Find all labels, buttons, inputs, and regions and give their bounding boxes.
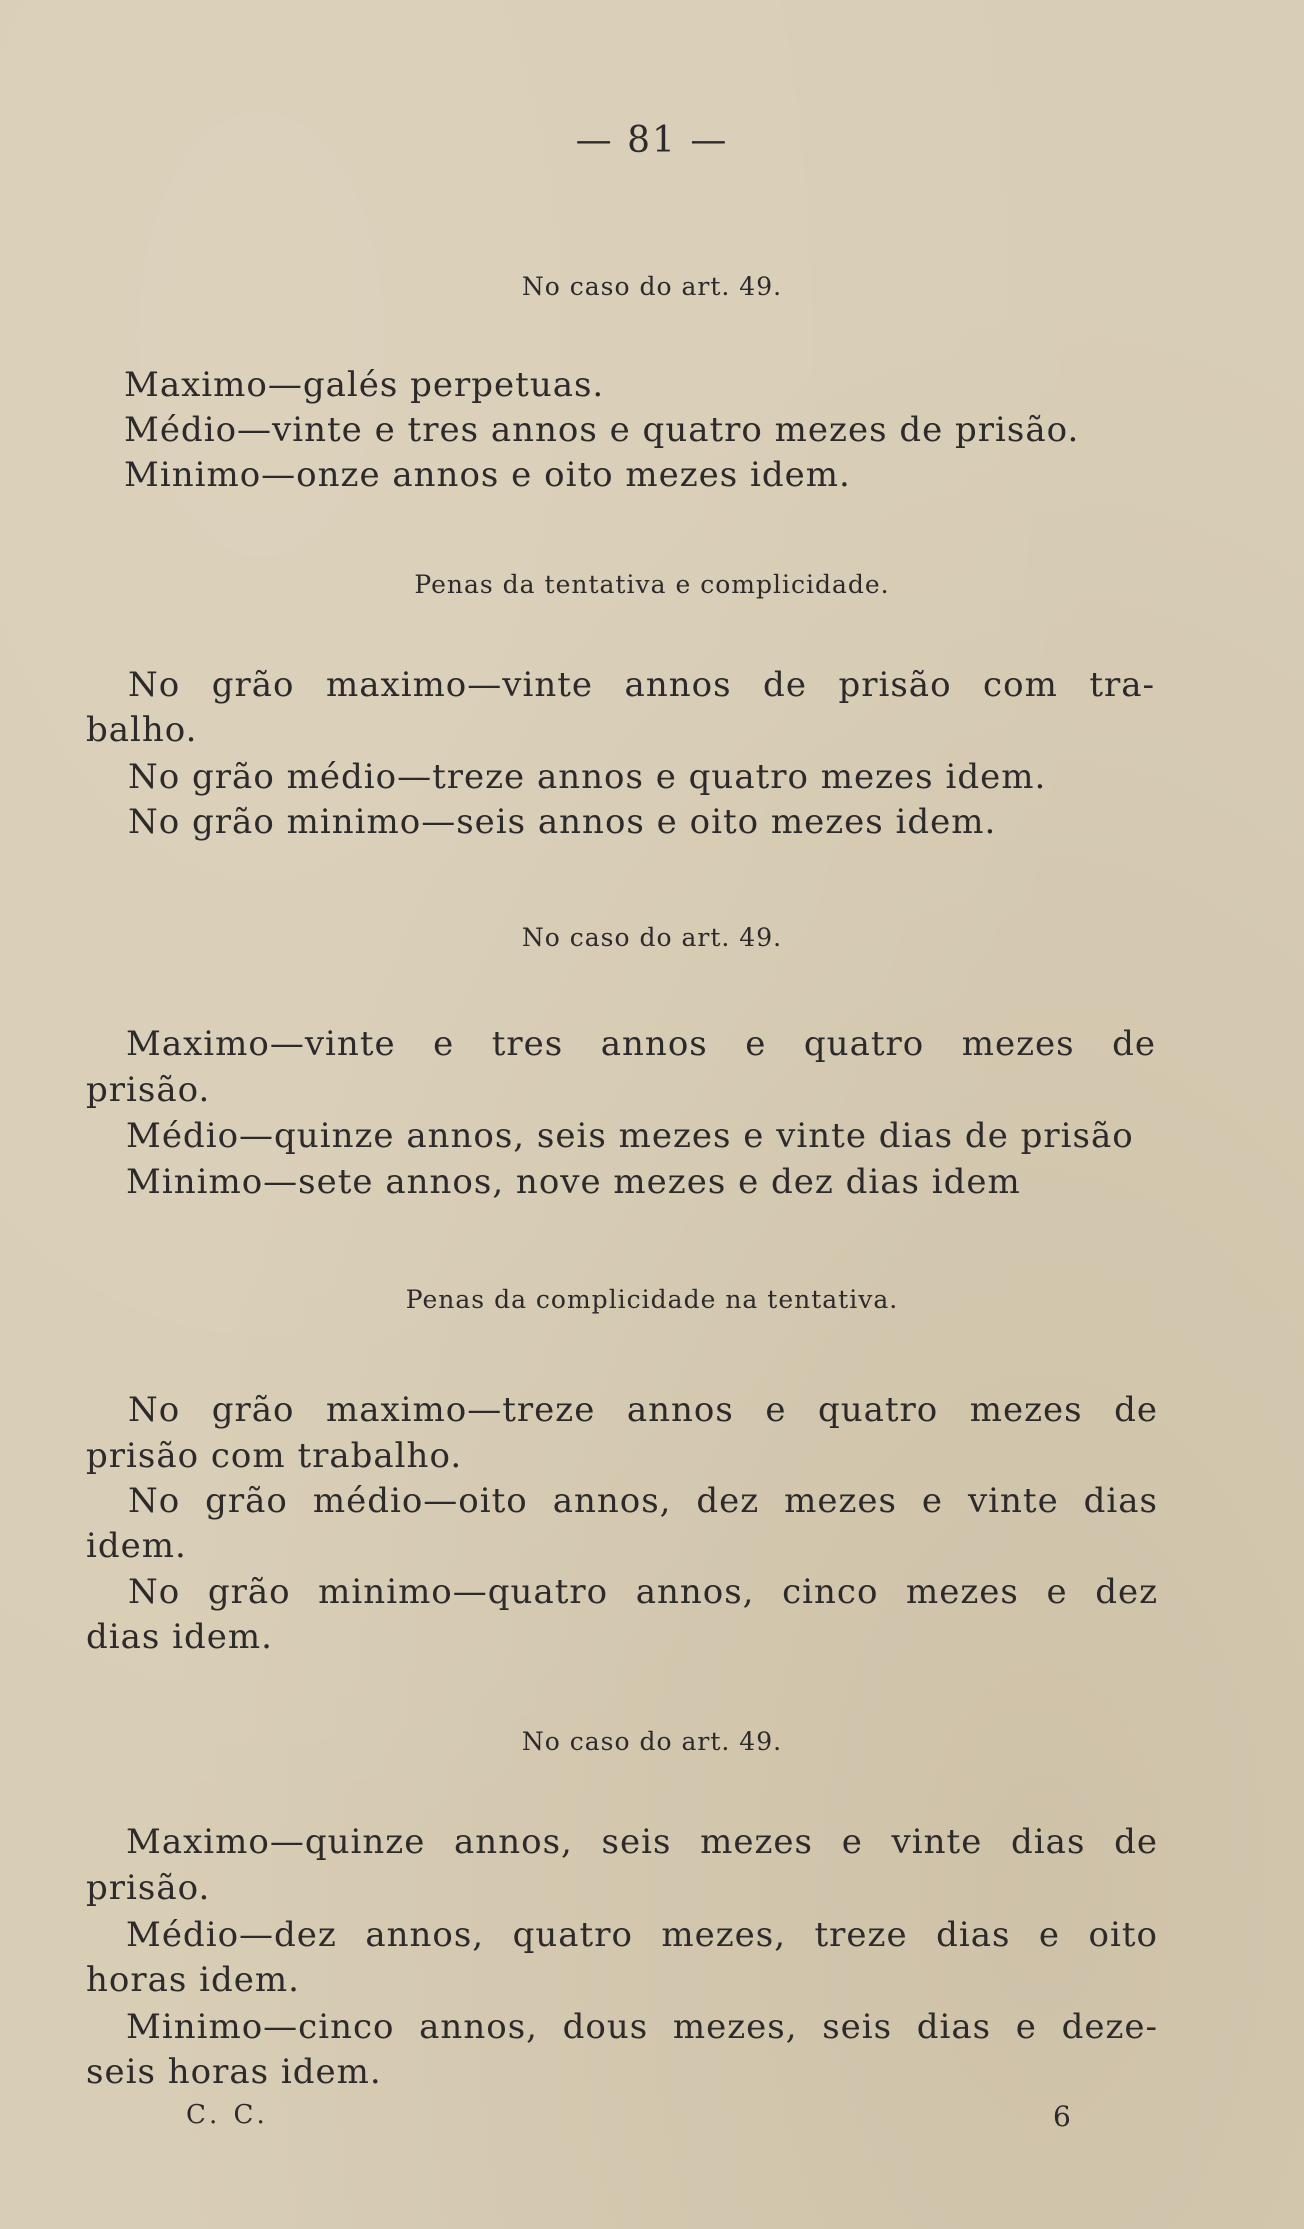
text-line: dias idem. [86,1617,273,1657]
sheet-number: 6 [1053,2100,1071,2133]
text-line: Minimo—cinco annos, dous mezes, seis dias e deze- [126,2007,1158,2047]
text-line: No grão médio—oito annos, dez mezes e vinte dias [128,1481,1158,1521]
page-number: — 81 — [575,120,729,161]
signature-mark: C. C. [186,2100,269,2130]
text-line: No grão maximo—vinte annos de prisão com tra- [128,665,1155,705]
text-line: Maximo—quinze annos, seis mezes e vinte dias de [126,1822,1158,1862]
text-line: Médio—dez annos, quatro mezes, treze dias e oito [126,1915,1158,1955]
text-line: No grão minimo—quatro annos, cinco mezes e dez [128,1572,1158,1612]
text-line: prisão. [86,1070,211,1110]
text-line: Minimo—sete annos, nove mezes e dez dias idem [126,1162,1021,1202]
text-line: idem. [86,1526,187,1566]
text-line: horas idem. [86,1960,300,2000]
section-heading: Penas da complicidade na tentativa. [405,1285,899,1314]
text-line: Médio—quinze annos, seis mezes e vinte dias de prisão [126,1116,1134,1156]
text-line: balho. [86,710,198,750]
text-line: Médio—vinte e tres annos e quatro mezes de prisão. [124,410,1080,450]
section-heading: No caso do art. 49. [521,1727,783,1756]
text-line: prisão com trabalho. [86,1436,463,1476]
section-heading: No caso do art. 49. [521,923,783,952]
text-line: prisão. [86,1868,211,1908]
text-line: Maximo—vinte e tres annos e quatro mezes de [126,1024,1156,1064]
text-line: Maximo—galés perpetuas. [124,365,605,405]
text-line: Minimo—onze annos e oito mezes idem. [124,455,851,495]
text-line: seis horas idem. [86,2052,382,2092]
text-line: No grão minimo—seis annos e oito mezes idem. [128,802,997,842]
section-heading: Penas da tentativa e complicidade. [414,570,890,599]
text-line: No grão maximo—treze annos e quatro mezes de [128,1390,1158,1430]
section-heading: No caso do art. 49. [521,272,783,301]
text-line: No grão médio—treze annos e quatro mezes idem. [128,757,1047,797]
